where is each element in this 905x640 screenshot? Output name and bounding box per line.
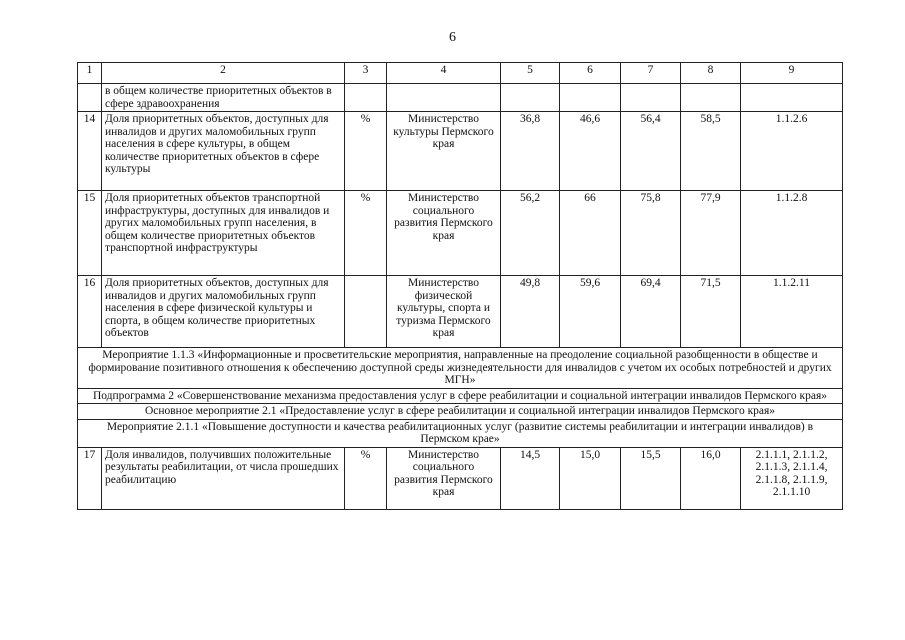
header-row (78, 63, 843, 84)
value-col-8: 77,9 (681, 191, 741, 276)
row-number: 17 (78, 447, 102, 509)
section-row-main-activity-2-1 (78, 404, 843, 420)
value-col-8: 16,0 (681, 447, 741, 509)
responsible-org: Министерство социального развития Пермского края (387, 191, 501, 276)
value-col-7: 56,4 (621, 112, 681, 191)
value-col-5: 14,5 (501, 447, 560, 509)
value-col-6: 15,0 (560, 447, 621, 509)
section-title: Основное мероприятие 2.1 «Предоставление услуг в сфере реабилитации и социальной интеграции инвалидов Пермского края» (78, 404, 843, 420)
responsible-org: Министерство физической культуры, спорта и туризма Пермского края (387, 276, 501, 348)
header-cell-2: 2 (102, 63, 345, 84)
value-col-5: 49,8 (501, 276, 560, 348)
value-col-5: 36,8 (501, 112, 560, 191)
measure-code: 1.1.2.6 (741, 112, 843, 191)
page-number: 6 (449, 30, 456, 45)
measure-code: 1.1.2.11 (741, 276, 843, 348)
value-col-6: 46,6 (560, 112, 621, 191)
value-col-6: 59,6 (560, 276, 621, 348)
row-number: 14 (78, 112, 102, 191)
indicator-name: Доля инвалидов, получивших положительные результаты реабилитации, от числа прошедших реабилитацию (102, 447, 345, 509)
unit (345, 276, 387, 348)
section-row-subprogram-2 (78, 388, 843, 404)
section-row-activity-1-1-3 (78, 348, 843, 389)
unit: % (345, 112, 387, 191)
section-title: Мероприятие 2.1.1 «Повышение доступности и качества реабилитационных услуг (развитие системы реабилитации и интеграции инвалидов) в Пермском крае» (78, 419, 843, 447)
indicator-name: Доля приоритетных объектов, доступных для инвалидов и других маломобильных групп населения в сфере культуры, в общем количестве приоритетных объектов в сфере культуры (102, 112, 345, 191)
header-cell-7: 7 (621, 63, 681, 84)
indicator-name: Доля приоритетных объектов транспортной инфраструктуры, доступных для инвалидов и других маломобильных групп населения, в общем количестве приоритетных объектов транспортной инфраструктуры (102, 191, 345, 276)
indicators-table (77, 62, 843, 510)
table-row (78, 447, 843, 509)
header-cell-8: 8 (681, 63, 741, 84)
row-number: 15 (78, 191, 102, 276)
table-row (78, 112, 843, 191)
unit: % (345, 191, 387, 276)
header-cell-9: 9 (741, 63, 843, 84)
value-col-5: 56,2 (501, 191, 560, 276)
value-col-8: 71,5 (681, 276, 741, 348)
responsible-org: Министерство культуры Пермского края (387, 112, 501, 191)
row-number: 16 (78, 276, 102, 348)
unit: % (345, 447, 387, 509)
value-col-7: 75,8 (621, 191, 681, 276)
table-row (78, 276, 843, 348)
value-col-8: 58,5 (681, 112, 741, 191)
section-title: Мероприятие 1.1.3 «Информационные и просветительские мероприятия, направленные на преодоление социальной разобщенности в обществе и формирование позитивного отношения к обеспечению доступной среды жизнедеятельности для инвалидов с учетом их особых потребностей и других МГН» (78, 348, 843, 389)
indicator-name: Доля приоритетных объектов, доступных для инвалидов и других маломобильных групп населения в сфере физической культуры и спорта, в общем количестве приоритетных объектов (102, 276, 345, 348)
value-col-7: 69,4 (621, 276, 681, 348)
section-title: Подпрограмма 2 «Совершенствование механизма предоставления услуг в сфере реабилитации и социальной интеграции инвалидов Пермского края» (78, 388, 843, 404)
value-col-6: 66 (560, 191, 621, 276)
header-cell-4: 4 (387, 63, 501, 84)
value-col-7: 15,5 (621, 447, 681, 509)
table-row-continuation (78, 84, 843, 112)
table-row (78, 191, 843, 276)
header-cell-5: 5 (501, 63, 560, 84)
indicator-name: в общем количестве приоритетных объектов в сфере здравоохранения (102, 84, 345, 112)
measure-code: 1.1.2.8 (741, 191, 843, 276)
section-row-activity-2-1-1 (78, 419, 843, 447)
responsible-org: Министерство социального развития Пермского края (387, 447, 501, 509)
header-cell-3: 3 (345, 63, 387, 84)
measure-code: 2.1.1.1, 2.1.1.2, 2.1.1.3, 2.1.1.4, 2.1.1.8, 2.1.1.9, 2.1.1.10 (741, 447, 843, 509)
header-cell-1: 1 (78, 63, 102, 84)
header-cell-6: 6 (560, 63, 621, 84)
